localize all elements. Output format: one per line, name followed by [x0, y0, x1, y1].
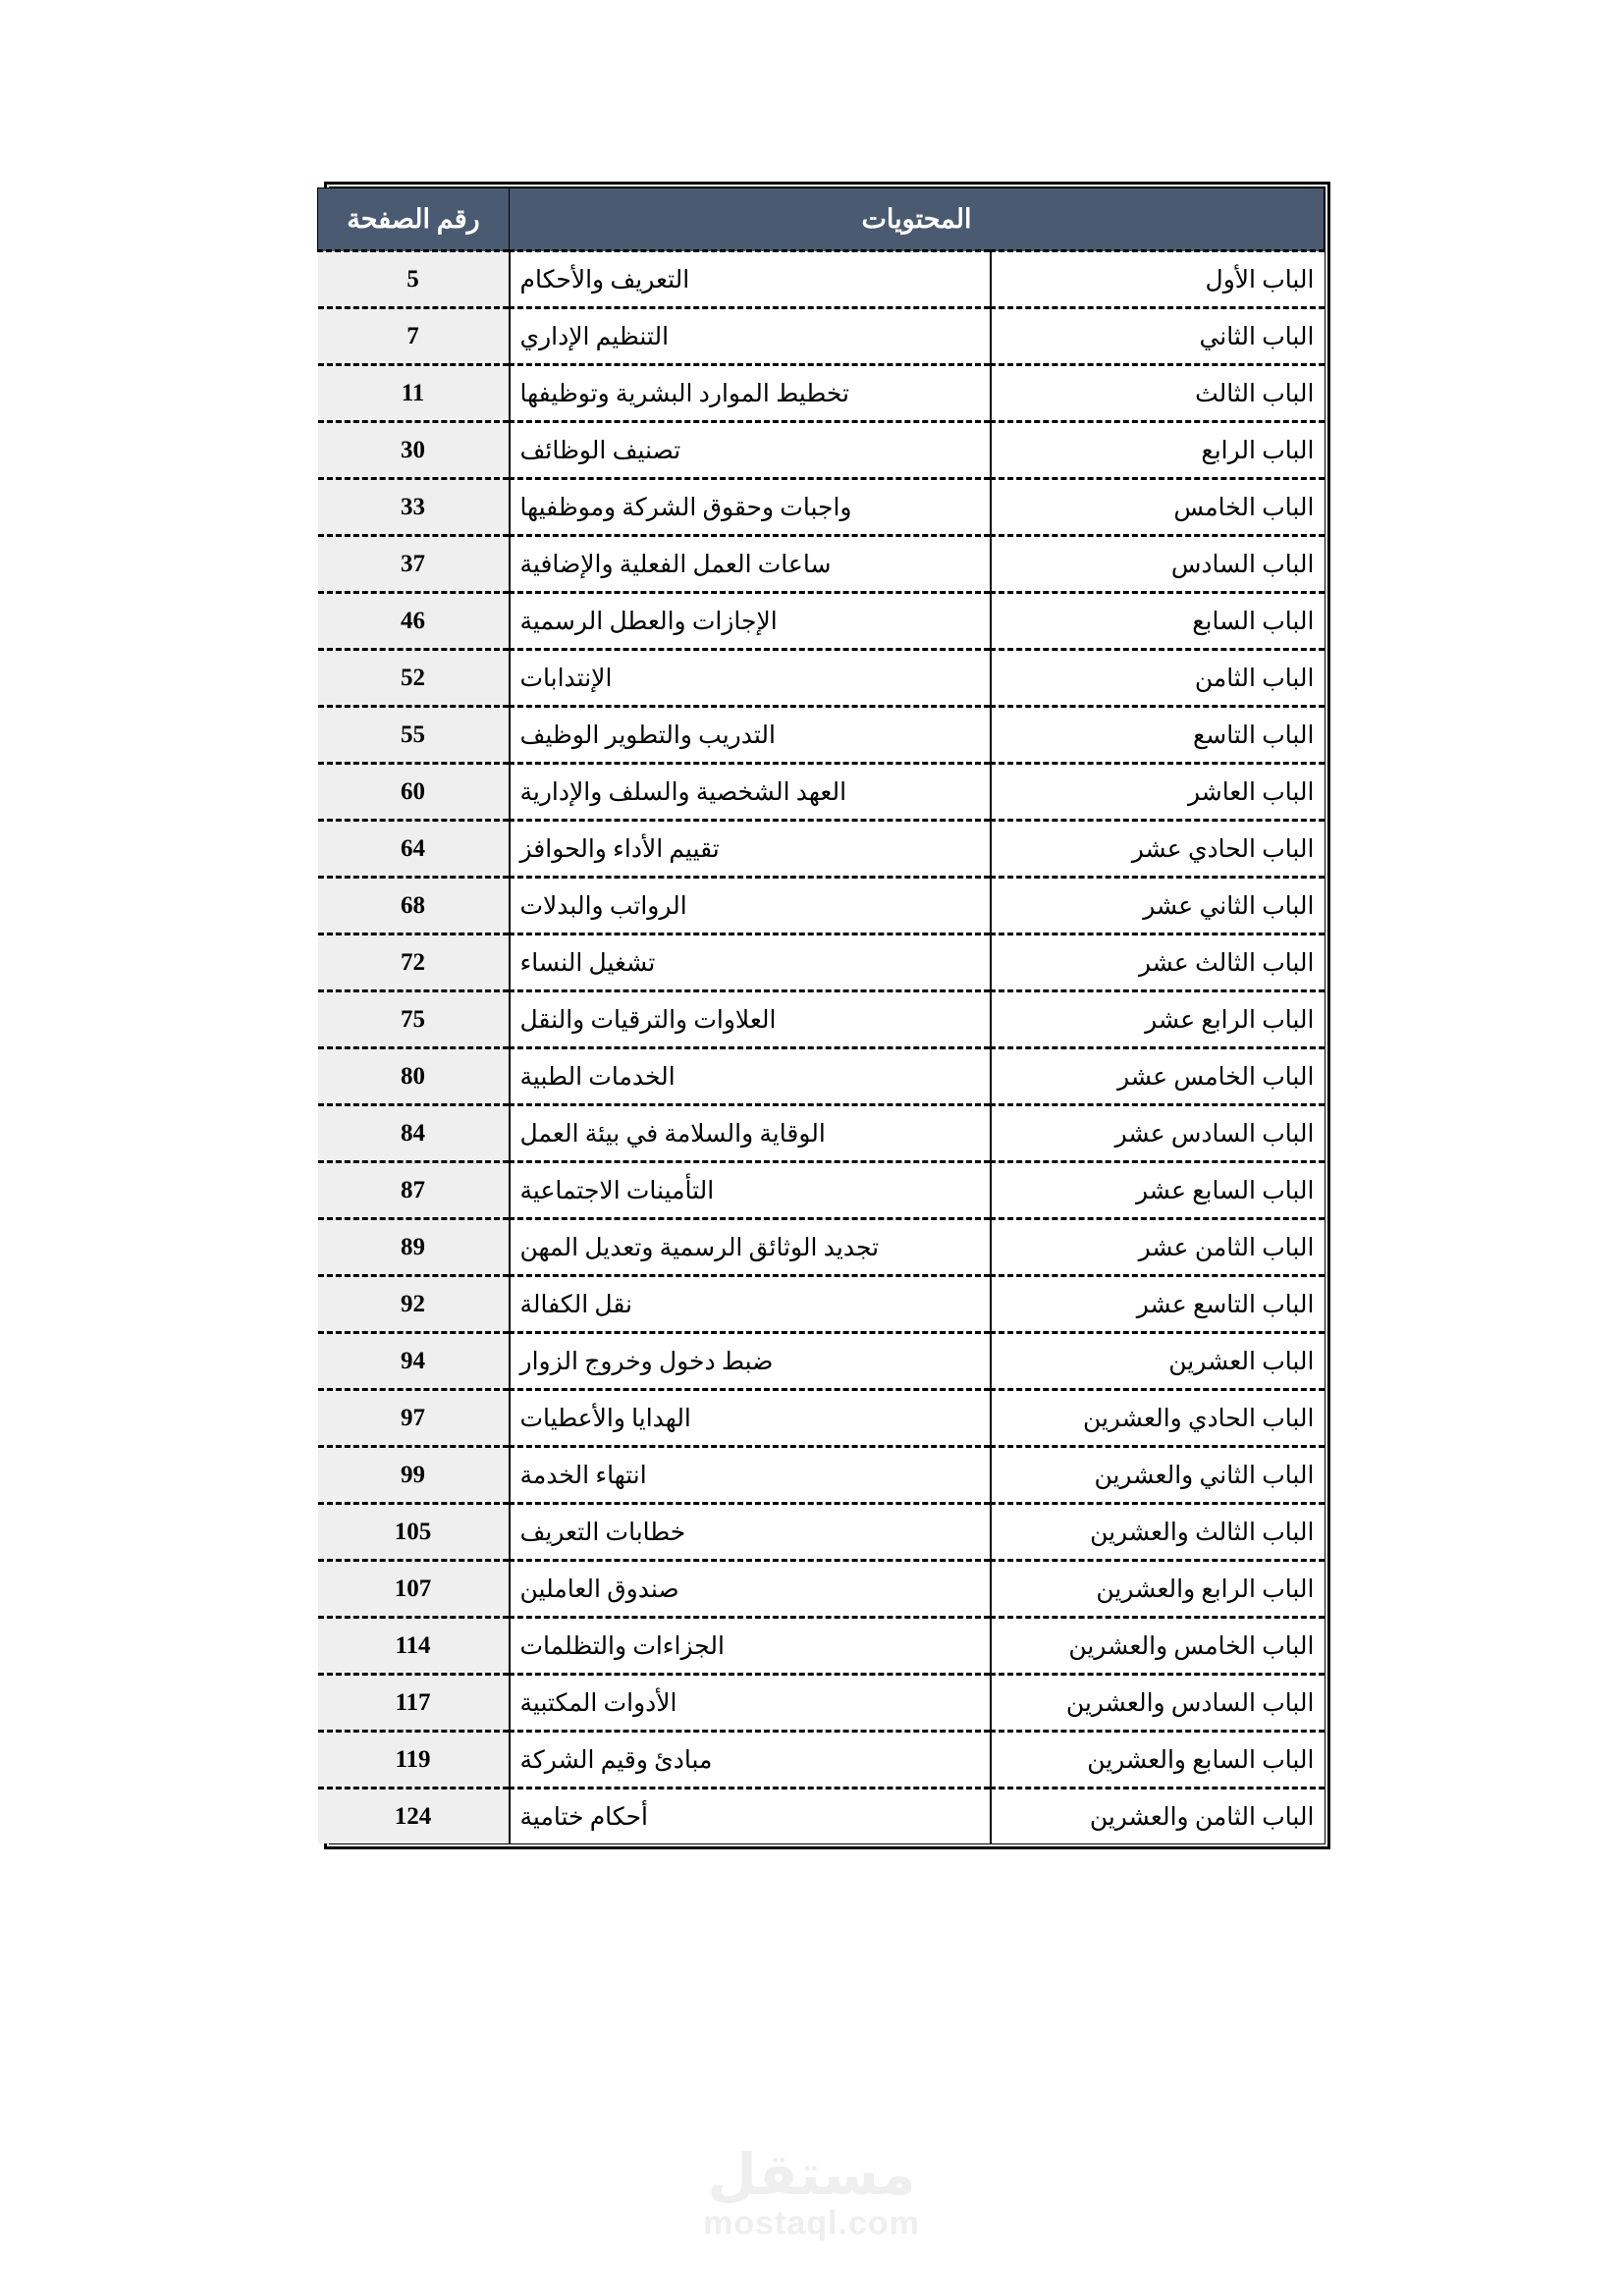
content-cell: ضبط دخول وخروج الزوار	[510, 1333, 991, 1390]
table-row	[318, 479, 1325, 536]
table-row	[318, 1333, 1325, 1390]
content-cell: مبادئ وقيم الشركة	[510, 1732, 991, 1789]
page-number-cell: 119	[318, 1732, 510, 1789]
page-number-cell: 107	[318, 1561, 510, 1618]
page-number-cell: 87	[318, 1162, 510, 1219]
page-number-cell: 124	[318, 1789, 510, 1844]
chapter-cell: الباب الثالث عشر	[991, 934, 1325, 991]
content-cell: ساعات العمل الفعلية والإضافية	[510, 536, 991, 593]
header-row	[318, 188, 1325, 251]
table-row	[318, 1789, 1325, 1844]
table-row	[318, 1447, 1325, 1504]
chapter-cell: الباب السادس عشر	[991, 1105, 1325, 1162]
page-number-cell: 80	[318, 1048, 510, 1105]
page-number-cell: 60	[318, 764, 510, 821]
page-number-cell: 33	[318, 479, 510, 536]
watermark-latin-text: mostaql.com	[703, 2204, 920, 2242]
content-cell: العلاوات والترقيات والنقل	[510, 991, 991, 1048]
content-cell: أحكام ختامية	[510, 1789, 991, 1844]
chapter-cell: الباب الثاني	[991, 308, 1325, 365]
chapter-cell: الباب الحادي والعشرين	[991, 1390, 1325, 1447]
chapter-cell: الباب الرابع والعشرين	[991, 1561, 1325, 1618]
toc-table	[317, 187, 1325, 1843]
table-row	[318, 878, 1325, 934]
page-number-cell: 55	[318, 707, 510, 764]
chapter-cell: الباب الثاني عشر	[991, 878, 1325, 934]
chapter-cell: الباب الخامس عشر	[991, 1048, 1325, 1105]
table-row	[318, 1219, 1325, 1276]
content-cell: تشغيل النساء	[510, 934, 991, 991]
table-row	[318, 593, 1325, 650]
content-cell: الخدمات الطبية	[510, 1048, 991, 1105]
table-header	[318, 188, 1325, 251]
page-number-cell: 52	[318, 650, 510, 707]
content-cell: تقييم الأداء والحوافز	[510, 821, 991, 878]
chapter-cell: الباب السابع والعشرين	[991, 1732, 1325, 1789]
chapter-cell: الباب الثاني والعشرين	[991, 1447, 1325, 1504]
table-row	[318, 1504, 1325, 1561]
table-row	[318, 251, 1325, 308]
page-number-cell: 75	[318, 991, 510, 1048]
table-row	[318, 1732, 1325, 1789]
chapter-cell: الباب العشرين	[991, 1333, 1325, 1390]
page-number-cell: 30	[318, 422, 510, 479]
content-cell: نقل الكفالة	[510, 1276, 991, 1333]
page-number-cell: 5	[318, 251, 510, 308]
chapter-cell: الباب التاسع	[991, 707, 1325, 764]
table-of-contents	[324, 182, 1330, 1849]
chapter-cell: الباب الثامن	[991, 650, 1325, 707]
chapter-cell: الباب الثامن عشر	[991, 1219, 1325, 1276]
table-row	[318, 1276, 1325, 1333]
table-row	[318, 707, 1325, 764]
content-cell: التدريب والتطوير الوظيف	[510, 707, 991, 764]
page-number-cell: 11	[318, 365, 510, 422]
content-cell: الإجازات والعطل الرسمية	[510, 593, 991, 650]
page-number-cell: 37	[318, 536, 510, 593]
table-outer-border	[324, 182, 1330, 1849]
chapter-cell: الباب الأول	[991, 251, 1325, 308]
table-row	[318, 1675, 1325, 1732]
chapter-cell: الباب السادس	[991, 536, 1325, 593]
page-number-cell: 92	[318, 1276, 510, 1333]
page-number-cell: 89	[318, 1219, 510, 1276]
chapter-cell: الباب الثامن والعشرين	[991, 1789, 1325, 1844]
chapter-cell: الباب الحادي عشر	[991, 821, 1325, 878]
content-cell: خطابات التعريف	[510, 1504, 991, 1561]
chapter-cell: الباب العاشر	[991, 764, 1325, 821]
table-row	[318, 821, 1325, 878]
header-contents: المحتويات	[510, 188, 1325, 251]
content-cell: الرواتب والبدلات	[510, 878, 991, 934]
page-number-cell: 105	[318, 1504, 510, 1561]
page-number-cell: 97	[318, 1390, 510, 1447]
chapter-cell: الباب السابع	[991, 593, 1325, 650]
content-cell: تصنيف الوظائف	[510, 422, 991, 479]
table-inner-border	[329, 187, 1325, 1844]
table-row	[318, 934, 1325, 991]
table-body	[318, 251, 1325, 1844]
content-cell: الجزاءات والتظلمات	[510, 1618, 991, 1675]
table-row	[318, 365, 1325, 422]
table-row	[318, 650, 1325, 707]
content-cell: الوقاية والسلامة في بيئة العمل	[510, 1105, 991, 1162]
table-row	[318, 764, 1325, 821]
watermark-arabic-text: مستقل	[707, 2141, 916, 2208]
content-cell: واجبات وحقوق الشركة وموظفيها	[510, 479, 991, 536]
page-number-cell: 114	[318, 1618, 510, 1675]
page-number-cell: 68	[318, 878, 510, 934]
page-number-cell: 7	[318, 308, 510, 365]
page-number-cell: 117	[318, 1675, 510, 1732]
content-cell: تجديد الوثائق الرسمية وتعديل المهن	[510, 1219, 991, 1276]
content-cell: العهد الشخصية والسلف والإدارية	[510, 764, 991, 821]
content-cell: التعريف والأحكام	[510, 251, 991, 308]
table-row	[318, 1618, 1325, 1675]
chapter-cell: الباب الثالث	[991, 365, 1325, 422]
chapter-cell: الباب الخامس	[991, 479, 1325, 536]
chapter-cell: الباب السادس والعشرين	[991, 1675, 1325, 1732]
content-cell: التنظيم الإداري	[510, 308, 991, 365]
table-row	[318, 1561, 1325, 1618]
page-number-cell: 46	[318, 593, 510, 650]
chapter-cell: الباب الرابع	[991, 422, 1325, 479]
table-row	[318, 1390, 1325, 1447]
table-row	[318, 536, 1325, 593]
content-cell: تخطيط الموارد البشرية وتوظيفها	[510, 365, 991, 422]
content-cell: صندوق العاملين	[510, 1561, 991, 1618]
content-cell: انتهاء الخدمة	[510, 1447, 991, 1504]
content-cell: الهدايا والأعطيات	[510, 1390, 991, 1447]
page-number-cell: 94	[318, 1333, 510, 1390]
watermark	[0, 2141, 1623, 2243]
table-row	[318, 1162, 1325, 1219]
table-row	[318, 308, 1325, 365]
page-number-cell: 84	[318, 1105, 510, 1162]
content-cell: الأدوات المكتبية	[510, 1675, 991, 1732]
table-row	[318, 422, 1325, 479]
header-page-number: رقم الصفحة	[318, 188, 510, 251]
chapter-cell: الباب التاسع عشر	[991, 1276, 1325, 1333]
chapter-cell: الباب السابع عشر	[991, 1162, 1325, 1219]
chapter-cell: الباب الرابع عشر	[991, 991, 1325, 1048]
chapter-cell: الباب الخامس والعشرين	[991, 1618, 1325, 1675]
table-row	[318, 991, 1325, 1048]
table-row	[318, 1048, 1325, 1105]
page-number-cell: 99	[318, 1447, 510, 1504]
chapter-cell: الباب الثالث والعشرين	[991, 1504, 1325, 1561]
page-number-cell: 72	[318, 934, 510, 991]
content-cell: الإنتدابات	[510, 650, 991, 707]
table-row	[318, 1105, 1325, 1162]
page-number-cell: 64	[318, 821, 510, 878]
content-cell: التأمينات الاجتماعية	[510, 1162, 991, 1219]
